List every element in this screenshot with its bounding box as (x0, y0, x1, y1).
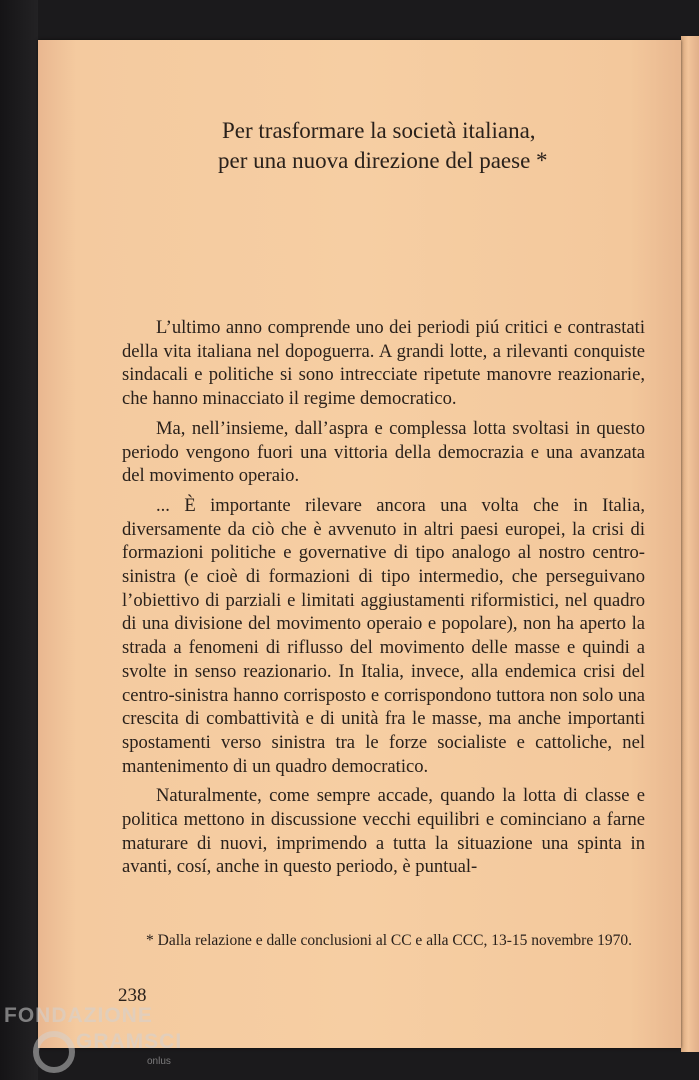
paragraph-2: Ma, nell’insieme, dall’aspra e complessa lotta svoltasi in questo periodo vengono fuori una vittoria della democrazia e una avanzata del movimento operaio. (122, 417, 645, 487)
page-number: 238 (118, 985, 147, 1006)
watermark-line-1: FONDAZIONE (4, 1004, 153, 1027)
paragraph-3: ... È importante rilevare ancora una volta che in Italia, diversamente da ciò che è avvenuto in altri paesi europei, la crisi di formazioni politiche e governative di tipo analogo al nostro centro-sinistra (e cioè di formazioni di tipo intermedio, che perseguivano l’obiettivo di parziali e limitati aggiustamenti riformistici, nel quadro di una divisione del movimento operaio e popolare), non ha aperto la strada a fenomeni di riflusso del movimento delle masse e quindi a svolte in senso reazionario. In Italia, invece, alla endemica crisi del centro-sinistra hanno corrisposto e corrispondono tuttora non solo una crescita di combattività e di unità fra le masse, ma anche importanti spostamenti verso sinistra tra le forze socialiste e cattoliche, nel mantenimento di un quadro democratico. (122, 494, 645, 777)
paragraph-4: Naturalmente, come sempre accade, quando la lotta di classe e politica mettono in discussione vecchi equilibri e cominciano a farne maturare di nuovi, imprimendo a tutta la situazione una spinta in avanti, cosí, anche in questo periodo, è puntual- (122, 785, 645, 878)
paragraph-1: L’ultimo anno comprende uno dei periodi piú critici e contrastati della vita italiana nel dopoguerra. A grandi lotte, a rilevanti conquiste sindacali e politiche si sono intrecciate ripetute manovre reazionarie, che hanno minacciato il regime democratico. (122, 317, 645, 410)
heading-line-2: per una nuova direzione del paese * (218, 148, 548, 173)
heading-line-1: Per trasformare la società italiana, (222, 118, 536, 143)
watermark-line-2: GRAMSCI (76, 1030, 183, 1053)
footnote: * Dalla relazione e dalle conclusioni al CC e alla CCC, 13-15 novembre 1970. (146, 932, 632, 949)
watermark-line-3: onlus (147, 1056, 171, 1067)
watermark (4, 1004, 204, 1074)
watermark-logo-icon (30, 1026, 80, 1074)
next-page-edge (681, 36, 699, 1052)
scan-background-left (0, 0, 38, 1080)
body-text (122, 316, 645, 885)
